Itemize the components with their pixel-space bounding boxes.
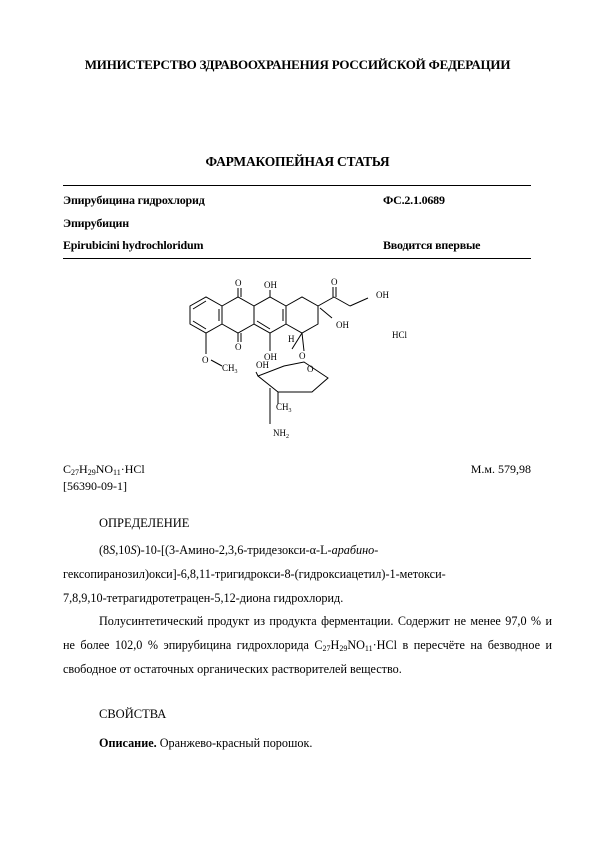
section-heading-definition: ОПРЕДЕЛЕНИЕ: [99, 516, 190, 530]
production-paragraph: Полусинтетический продукт из продукта ферментации. Содержит не менее 97,0 % и не более 102,0 % эпирубицина гидрохлорида $C_{27}H_{29}NO_{11}\cdot HCl$ в пересчёте на безводное и свободное от остаточных органических растворителей вещество.: [63, 614, 552, 676]
description-label: Описание.: [99, 736, 157, 750]
label-methoxy-ch: $CH_3$: [222, 363, 238, 375]
document-type-title: ФАРМАКОПЕЙНАЯ СТАТЬЯ: [205, 154, 390, 169]
label-sugar-ch: $CH_3$: [276, 402, 292, 414]
label-amino: $NH_2$: [273, 428, 289, 440]
monograph-short-name: Эпирубицин: [63, 216, 129, 230]
monograph-name-ru: Эпирубицина гидрохлорид: [63, 193, 205, 207]
monograph-latin-name: Epirubicini hydrochloridum: [63, 238, 204, 252]
label-sugar-oh: OH: [256, 360, 269, 370]
section-heading-properties: СВОЙСТВА: [99, 707, 167, 721]
label-hcl: HCl: [392, 330, 408, 340]
label-o-glycoside: O: [299, 351, 306, 361]
label-oh-top: OH: [264, 280, 277, 290]
label-sugar-o: O: [307, 364, 314, 374]
header-rule-bottom: [63, 258, 531, 259]
label-oxo-bottom: O: [235, 342, 242, 352]
definition-text: (8S,10S)-10-[(3-Амино-2,3,6-тридезокси-α-L-арабино- гексопиранозил)окси]-6,8,11-тригидрокси-8-(гидроксиацетил)-1-метокси- 7,8,9,10-тетрагидротетрацен-5,12-диона гидрохлорид.: [63, 543, 446, 605]
label-oxo-top: O: [235, 278, 242, 288]
molecular-formula: $C_{27}H_{29}NO_{11}\cdot HCl$: [63, 462, 145, 477]
label-oh-ring: OH: [336, 320, 349, 330]
header-rule-top: [63, 185, 531, 186]
cas-number: [56390-09-1]: [63, 479, 127, 493]
label-oh-bottom: OH: [264, 352, 277, 362]
molecular-weight: М.м. 579,98: [470, 462, 531, 476]
label-methoxy-o: O: [202, 355, 209, 365]
monograph-code: ФС.2.1.0689: [383, 193, 445, 207]
description-paragraph: [63, 731, 552, 755]
structural-formula: [180, 276, 440, 446]
ministry-title: МИНИСТЕРСТВО ЗДРАВООХРАНЕНИЯ РОССИЙСКОЙ ФЕДЕРАЦИИ: [84, 57, 511, 72]
label-oh-chain: OH: [376, 290, 389, 300]
monograph-status: Вводится впервые: [383, 238, 481, 252]
description-text: Оранжево-красный порошок.: [156, 736, 313, 750]
label-h: H: [288, 334, 295, 344]
label-oxo-chain: O: [331, 277, 338, 287]
